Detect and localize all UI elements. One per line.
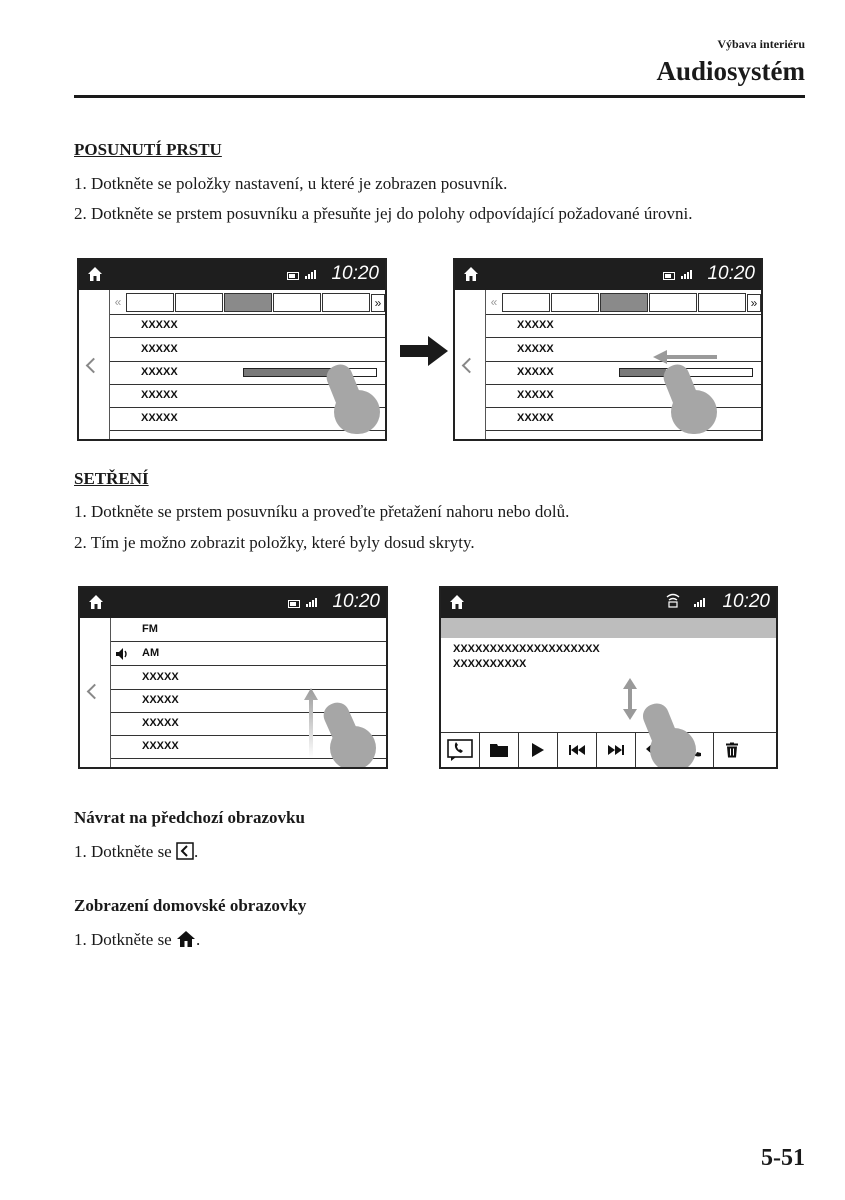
tab-selected[interactable] bbox=[600, 293, 648, 312]
home-step: 1. Dotkněte se . bbox=[74, 930, 201, 949]
signal-icon bbox=[694, 598, 708, 607]
home-icon[interactable] bbox=[463, 266, 479, 282]
list-item[interactable]: XXXXX bbox=[111, 735, 386, 759]
tab-scroll-left-icon[interactable]: « bbox=[490, 295, 498, 309]
list-item[interactable]: XXXXX bbox=[111, 689, 386, 713]
battery-icon bbox=[663, 272, 675, 280]
header-title: Audiosystém bbox=[656, 56, 805, 86]
toolbar bbox=[441, 732, 776, 767]
section-back-heading: Návrat na předchozí obrazovku bbox=[74, 808, 305, 827]
list-item[interactable]: XXXXX bbox=[110, 361, 385, 385]
clock: 10:20 bbox=[332, 591, 380, 612]
back-chevron-icon bbox=[176, 842, 194, 860]
list-item[interactable]: XXXXX bbox=[110, 407, 385, 431]
back-chevron-icon[interactable] bbox=[87, 684, 103, 700]
page-number: 5-51 bbox=[761, 1145, 805, 1171]
list-item[interactable]: XXXXX bbox=[486, 338, 761, 362]
list-item[interactable]: XXXXX bbox=[486, 314, 761, 338]
tab[interactable] bbox=[175, 293, 223, 312]
tab-strip bbox=[486, 290, 761, 315]
drag-step-1: 1. Dotkněte se položky nastavení, u které je zobrazen posuvník. bbox=[74, 174, 508, 193]
list-item[interactable]: XXXXX bbox=[111, 712, 386, 736]
list-item[interactable]: XXXXX bbox=[111, 666, 386, 690]
up-arrow-icon bbox=[304, 688, 318, 758]
signal-icon bbox=[681, 270, 695, 279]
side-panel bbox=[79, 290, 110, 439]
side-panel bbox=[455, 290, 486, 439]
slider[interactable] bbox=[243, 368, 377, 377]
list-item[interactable]: XXXXX bbox=[486, 361, 761, 385]
tab-scroll-right-icon[interactable]: » bbox=[371, 294, 385, 312]
screen-drag-before bbox=[77, 258, 387, 441]
tab-selected[interactable] bbox=[224, 293, 272, 312]
list-item[interactable]: XXXXX bbox=[110, 384, 385, 408]
section-drag-heading: POSUNUTÍ PRSTU bbox=[74, 140, 222, 159]
right-arrow-icon bbox=[400, 336, 448, 366]
tab[interactable] bbox=[698, 293, 746, 312]
status-bar bbox=[79, 260, 385, 290]
tab[interactable] bbox=[322, 293, 370, 312]
tab[interactable] bbox=[649, 293, 697, 312]
play-button[interactable] bbox=[519, 733, 558, 767]
header-subtitle: Výbava interiéru bbox=[717, 37, 805, 51]
section-home-heading: Zobrazení domovské obrazovky bbox=[74, 896, 307, 915]
message-line-2: XXXXXXXXXX bbox=[453, 658, 527, 670]
clock: 10:20 bbox=[722, 591, 770, 612]
slider-fill bbox=[244, 369, 339, 376]
screen-swipe-message bbox=[439, 586, 778, 769]
drag-step-2: 2. Dotkněte se prstem posuvníku a přesuňte jej do polohy odpovídající požadované úrovni. bbox=[74, 204, 693, 223]
double-arrow-icon bbox=[623, 678, 637, 720]
left-arrow-icon bbox=[653, 350, 717, 364]
play-icon bbox=[532, 743, 544, 757]
side-panel bbox=[80, 618, 111, 767]
tab[interactable] bbox=[126, 293, 174, 312]
tab-scroll-right-icon[interactable]: » bbox=[747, 294, 761, 312]
swipe-step-1: 1. Dotkněte se prstem posuvníku a proveďte přetažení nahoru nebo dolů. bbox=[74, 502, 570, 521]
back-step: 1. Dotkněte se . bbox=[74, 842, 199, 861]
tab[interactable] bbox=[502, 293, 550, 312]
swipe-step-2: 2. Tím je možno zobrazit položky, které byly dosud skryty. bbox=[74, 533, 475, 552]
tab[interactable] bbox=[273, 293, 321, 312]
battery-icon bbox=[288, 600, 300, 608]
battery-icon bbox=[287, 272, 299, 280]
delete-button[interactable] bbox=[714, 733, 749, 767]
header-rule bbox=[74, 95, 805, 98]
back-chevron-icon[interactable] bbox=[462, 358, 478, 374]
home-icon[interactable] bbox=[87, 266, 103, 282]
phone-book-button[interactable] bbox=[441, 733, 480, 767]
clock: 10:20 bbox=[707, 263, 755, 284]
section-swipe-heading: SETŘENÍ bbox=[74, 469, 149, 488]
slider-fill bbox=[620, 369, 666, 376]
signal-icon bbox=[305, 270, 319, 279]
list-item[interactable]: XXXXX bbox=[486, 384, 761, 408]
back-chevron-icon[interactable] bbox=[86, 358, 102, 374]
clock: 10:20 bbox=[331, 263, 379, 284]
home-icon bbox=[176, 930, 196, 948]
tab-strip bbox=[110, 290, 385, 315]
tab-scroll-left-icon[interactable]: « bbox=[114, 295, 122, 309]
delete-icon bbox=[726, 743, 738, 758]
signal-icon bbox=[306, 598, 320, 607]
screen-drag-after bbox=[453, 258, 763, 441]
tab[interactable] bbox=[551, 293, 599, 312]
status-bar bbox=[455, 260, 761, 290]
previous-track-icon bbox=[569, 745, 585, 755]
screen-swipe-list bbox=[78, 586, 388, 769]
status-bar bbox=[80, 588, 386, 618]
home-icon[interactable] bbox=[449, 594, 465, 610]
speaker-icon bbox=[116, 648, 130, 660]
list-item[interactable]: AM bbox=[111, 642, 386, 666]
list-item[interactable]: FM bbox=[111, 618, 386, 642]
message-header-bar bbox=[441, 618, 776, 638]
wifi-icon bbox=[666, 592, 680, 608]
next-track-icon bbox=[608, 745, 624, 755]
previous-track-button[interactable] bbox=[558, 733, 597, 767]
list-item[interactable]: XXXXX bbox=[110, 338, 385, 362]
home-icon[interactable] bbox=[88, 594, 104, 610]
folder-icon bbox=[490, 743, 508, 757]
next-track-button[interactable] bbox=[597, 733, 636, 767]
message-line-1: XXXXXXXXXXXXXXXXXXXX bbox=[453, 643, 600, 655]
list-item[interactable]: XXXXX bbox=[486, 407, 761, 431]
list-item[interactable]: XXXXX bbox=[110, 314, 385, 338]
phone-book-icon bbox=[447, 739, 473, 761]
status-bar bbox=[441, 588, 776, 618]
folder-button[interactable] bbox=[480, 733, 519, 767]
